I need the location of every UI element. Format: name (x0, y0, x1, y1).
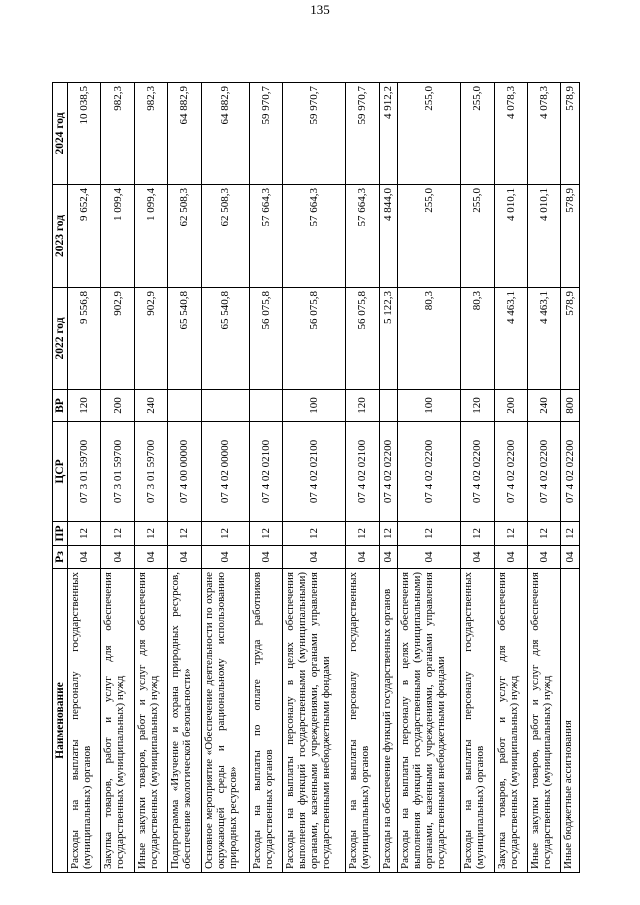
row-pr-cell: 12 (249, 522, 282, 546)
header-2022: 2022 год (53, 288, 68, 390)
row-2023-cell: 62 508,3 (201, 185, 249, 288)
row-csr-cell: 07 4 02 02100 (346, 422, 379, 522)
row-csr-cell: 07 3 01 59700 (68, 422, 101, 522)
row-2022-cell: 4 463,1 (528, 288, 561, 390)
row-vr-cell: 240 (134, 390, 167, 422)
row-name-cell: Расходы на выплаты по оплате труда работников государственных органов (249, 569, 282, 873)
table-row (283, 83, 346, 873)
page-number: 135 (310, 2, 330, 17)
row-name-cell: Расходы на обеспечение функций государственных органов (379, 569, 398, 873)
row-name-cell: Расходы на выплаты персоналу государственных (муниципальных) органов (461, 569, 494, 873)
row-2024-cell: 59 970,7 (283, 83, 346, 185)
row-rz-cell: 04 (461, 546, 494, 569)
row-2023-cell: 57 664,3 (346, 185, 379, 288)
table-row (346, 83, 379, 873)
row-pr-cell: 12 (101, 522, 134, 546)
table-row (398, 83, 461, 873)
row-2023-cell: 4 010,1 (494, 185, 527, 288)
row-2023-cell: 255,0 (461, 185, 494, 288)
row-vr-cell (201, 390, 249, 422)
row-2022-cell: 80,3 (398, 288, 461, 390)
row-name-cell: Основное мероприятие «Обеспечение деятельности по охране окружающей среды и рациональному использованию природных ресурсов» (201, 569, 249, 873)
row-2022-cell: 5 122,3 (379, 288, 398, 390)
row-2023-cell: 62 508,3 (168, 185, 201, 288)
row-2022-cell: 902,9 (101, 288, 134, 390)
row-pr-cell: 12 (379, 522, 398, 546)
row-rz-cell: 04 (134, 546, 167, 569)
row-2024-cell: 578,9 (561, 83, 580, 185)
row-2023-cell: 255,0 (398, 185, 461, 288)
row-2022-cell: 9 556,8 (68, 288, 101, 390)
row-2023-cell: 1 099,4 (134, 185, 167, 288)
budget-table (52, 82, 580, 873)
row-vr-cell: 800 (561, 390, 580, 422)
row-pr-cell: 12 (283, 522, 346, 546)
row-rz-cell: 04 (283, 546, 346, 569)
row-rz-cell: 04 (101, 546, 134, 569)
row-pr-cell: 12 (398, 522, 461, 546)
table-row (249, 83, 282, 873)
row-name-cell: Иные закупки товаров, работ и услуг для обеспечения государственных (муниципальных) нужд (134, 569, 167, 873)
header-name: Наименование (53, 569, 68, 873)
row-rz-cell: 04 (379, 546, 398, 569)
row-name-cell: Подпрограмма «Изучение и охрана природных ресурсов, обеспечение экологической безопасности» (168, 569, 201, 873)
row-name-cell: Расходы на выплаты персоналу в целях обеспечения выполнения функций государственными (муниципальными) органами, казенными учреждениями, органами управления государственными внебюджетными фондами (283, 569, 346, 873)
row-2022-cell: 65 540,8 (168, 288, 201, 390)
row-csr-cell: 07 4 02 02200 (379, 422, 398, 522)
row-vr-cell: 200 (494, 390, 527, 422)
row-name-cell: Иные бюджетные ассигнования (561, 569, 580, 873)
table-header-row (53, 83, 68, 873)
row-2022-cell: 56 075,8 (283, 288, 346, 390)
row-2024-cell: 64 882,9 (168, 83, 201, 185)
header-csr: ЦСР (53, 422, 68, 522)
row-2024-cell: 255,0 (398, 83, 461, 185)
row-2024-cell: 59 970,7 (346, 83, 379, 185)
header-2024: 2024 год (53, 83, 68, 185)
row-pr-cell: 12 (201, 522, 249, 546)
row-pr-cell: 12 (68, 522, 101, 546)
row-rz-cell: 04 (346, 546, 379, 569)
row-vr-cell: 120 (346, 390, 379, 422)
row-csr-cell: 07 4 00 00000 (168, 422, 201, 522)
row-csr-cell: 07 4 02 02200 (528, 422, 561, 522)
row-2023-cell: 1 099,4 (101, 185, 134, 288)
row-vr-cell: 240 (528, 390, 561, 422)
table-row (201, 83, 249, 873)
table-row (68, 83, 101, 873)
rotated-table-container (52, 83, 580, 873)
row-pr-cell: 12 (494, 522, 527, 546)
table-row (528, 83, 561, 873)
row-csr-cell: 07 4 02 02200 (561, 422, 580, 522)
row-rz-cell: 04 (249, 546, 282, 569)
row-vr-cell (168, 390, 201, 422)
row-pr-cell: 12 (461, 522, 494, 546)
row-rz-cell: 04 (561, 546, 580, 569)
row-name-cell: Иные закупки товаров, работ и услуг для обеспечения государственных (муниципальных) нужд (528, 569, 561, 873)
row-name-cell: Расходы на выплаты персоналу в целях обеспечения выполнения функций государственными (муниципальными) органами, казенными учреждениями, органами управления государственными внебюджетными фондами (398, 569, 461, 873)
table-row (561, 83, 580, 873)
row-2022-cell: 65 540,8 (201, 288, 249, 390)
row-csr-cell: 07 4 02 02200 (461, 422, 494, 522)
row-2022-cell: 56 075,8 (249, 288, 282, 390)
row-2023-cell: 578,9 (561, 185, 580, 288)
row-csr-cell: 07 3 01 59700 (101, 422, 134, 522)
table-row (461, 83, 494, 873)
row-2024-cell: 982,3 (134, 83, 167, 185)
row-name-cell: Расходы на выплаты персоналу государственных (муниципальных) органов (68, 569, 101, 873)
row-2024-cell: 982,3 (101, 83, 134, 185)
row-name-cell: Расходы на выплаты персоналу государственных (муниципальных) органов (346, 569, 379, 873)
row-2023-cell: 4 844,0 (379, 185, 398, 288)
row-2023-cell: 57 664,3 (283, 185, 346, 288)
row-csr-cell: 07 4 02 00000 (201, 422, 249, 522)
row-pr-cell: 12 (346, 522, 379, 546)
row-rz-cell: 04 (168, 546, 201, 569)
table-row (494, 83, 527, 873)
row-vr-cell (249, 390, 282, 422)
row-vr-cell: 200 (101, 390, 134, 422)
table-row (134, 83, 167, 873)
row-pr-cell: 12 (561, 522, 580, 546)
row-rz-cell: 04 (528, 546, 561, 569)
row-2024-cell: 59 970,7 (249, 83, 282, 185)
row-rz-cell: 04 (68, 546, 101, 569)
row-2024-cell: 4 912,2 (379, 83, 398, 185)
row-2024-cell: 4 078,3 (528, 83, 561, 185)
row-csr-cell: 07 4 02 02200 (494, 422, 527, 522)
row-vr-cell: 120 (68, 390, 101, 422)
table-body (68, 83, 580, 873)
row-2023-cell: 57 664,3 (249, 185, 282, 288)
row-2022-cell: 578,9 (561, 288, 580, 390)
row-vr-cell: 120 (461, 390, 494, 422)
row-csr-cell: 07 4 02 02100 (283, 422, 346, 522)
row-vr-cell (379, 390, 398, 422)
row-name-cell: Закупка товаров, работ и услуг для обеспечения государственных (муниципальных) нужд (101, 569, 134, 873)
row-rz-cell: 04 (494, 546, 527, 569)
row-2022-cell: 56 075,8 (346, 288, 379, 390)
row-pr-cell: 12 (168, 522, 201, 546)
table-row (379, 83, 398, 873)
row-csr-cell: 07 4 02 02200 (398, 422, 461, 522)
row-2023-cell: 4 010,1 (528, 185, 561, 288)
table-row (101, 83, 134, 873)
row-csr-cell: 07 4 02 02100 (249, 422, 282, 522)
row-2023-cell: 9 652,4 (68, 185, 101, 288)
row-rz-cell: 04 (201, 546, 249, 569)
row-pr-cell: 12 (134, 522, 167, 546)
row-vr-cell: 100 (283, 390, 346, 422)
row-pr-cell: 12 (528, 522, 561, 546)
header-2023: 2023 год (53, 185, 68, 288)
row-2022-cell: 80,3 (461, 288, 494, 390)
row-2022-cell: 902,9 (134, 288, 167, 390)
row-2022-cell: 4 463,1 (494, 288, 527, 390)
header-rz: Рз (53, 546, 68, 569)
row-rz-cell: 04 (398, 546, 461, 569)
header-vr: ВР (53, 390, 68, 422)
row-2024-cell: 4 078,3 (494, 83, 527, 185)
row-2024-cell: 10 038,5 (68, 83, 101, 185)
row-2024-cell: 64 882,9 (201, 83, 249, 185)
header-pr: ПР (53, 522, 68, 546)
row-name-cell: Закупка товаров, работ и услуг для обеспечения государственных (муниципальных) нужд (494, 569, 527, 873)
row-2024-cell: 255,0 (461, 83, 494, 185)
row-vr-cell: 100 (398, 390, 461, 422)
table-row (168, 83, 201, 873)
row-csr-cell: 07 3 01 59700 (134, 422, 167, 522)
